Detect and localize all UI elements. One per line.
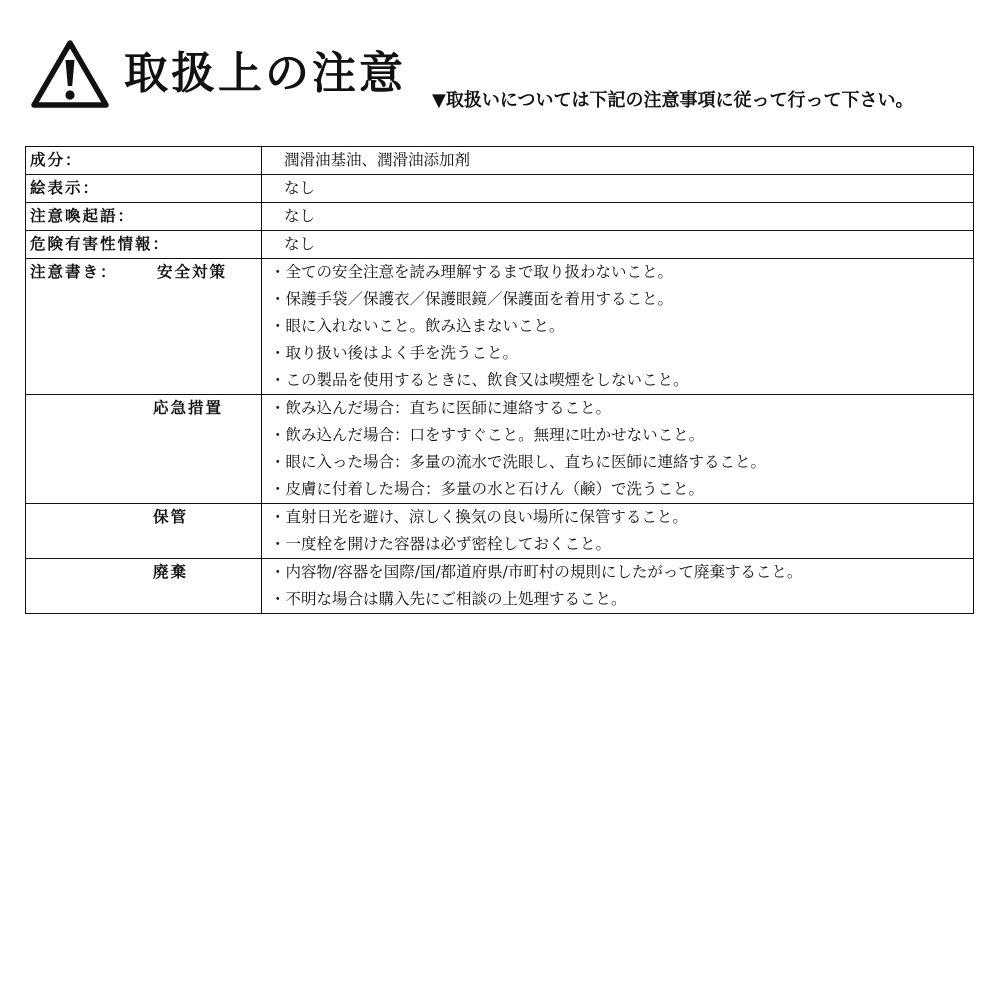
hazard-info-label: 危険有害性情報： — [26, 231, 262, 259]
safety-info-table — [25, 146, 974, 614]
list-item: ・保護手袋／保護衣／保護眼鏡／保護面を着用すること。 — [270, 290, 674, 308]
list-item: ・取り扱い後はよく手を洗うこと。 — [270, 344, 519, 362]
list-item: ・直射日光を避け、涼しく換気の良い場所に保管すること。 — [270, 508, 688, 526]
page-title: 取扱上の注意 — [124, 48, 406, 99]
instruction-note: ▼取扱いについては下記の注意事項に従って行って下さい。 — [432, 90, 914, 111]
list-item: ・皮膚に付着した場合：多量の水と石けん（鹸）で洗うこと。 — [270, 480, 705, 498]
warning-triangle-icon — [30, 38, 110, 110]
row-pictogram — [26, 175, 974, 203]
section-name: 保管 — [26, 504, 262, 559]
hazard-info-value: なし — [262, 231, 974, 259]
list-item: ・不明な場合は購入先にご相談の上処理すること。 — [270, 590, 627, 608]
signal-word-value: なし — [262, 203, 974, 231]
pictogram-label: 絵表示： — [26, 175, 262, 203]
section-storage — [26, 504, 974, 559]
list-item: ・一度栓を開けた容器は必ず密栓しておくこと。 — [270, 535, 612, 553]
row-ingredients — [26, 147, 974, 175]
ingredients-label: 成分： — [26, 147, 262, 175]
row-signal-word — [26, 203, 974, 231]
list-item: ・眼に入った場合：多量の流水で洗眼し、直ちに医師に連絡すること。 — [270, 453, 767, 471]
pictogram-value: なし — [262, 175, 974, 203]
signal-word-label: 注意喚起語： — [26, 203, 262, 231]
list-item: ・全ての安全注意を読み理解するまで取り扱わないこと。 — [270, 263, 674, 281]
section-first-aid — [26, 395, 974, 504]
list-item: ・この製品を使用するときに、飲食又は喫煙をしないこと。 — [270, 371, 689, 389]
section-name: 応急措置 — [26, 395, 262, 504]
list-item: ・眼に入れないこと。飲み込まないこと。 — [270, 317, 565, 335]
list-item: ・飲み込んだ場合：口をすすぐこと。無理に吐かせないこと。 — [270, 426, 705, 444]
row-hazard-info — [26, 231, 974, 259]
list-item: ・飲み込んだ場合：直ちに医師に連絡すること。 — [270, 399, 612, 417]
list-item: ・内容物/容器を国際/国/都道府県/市町村の規則にしたがって廃棄すること。 — [270, 563, 803, 581]
section-name: 廃棄 — [26, 559, 262, 614]
section-name: 安全対策 — [157, 263, 228, 281]
precautions-label: 注意書き： — [30, 263, 118, 281]
section-safety-measures — [26, 259, 974, 395]
ingredients-value: 潤滑油基油、潤滑油添加剤 — [262, 147, 974, 175]
section-disposal — [26, 559, 974, 614]
